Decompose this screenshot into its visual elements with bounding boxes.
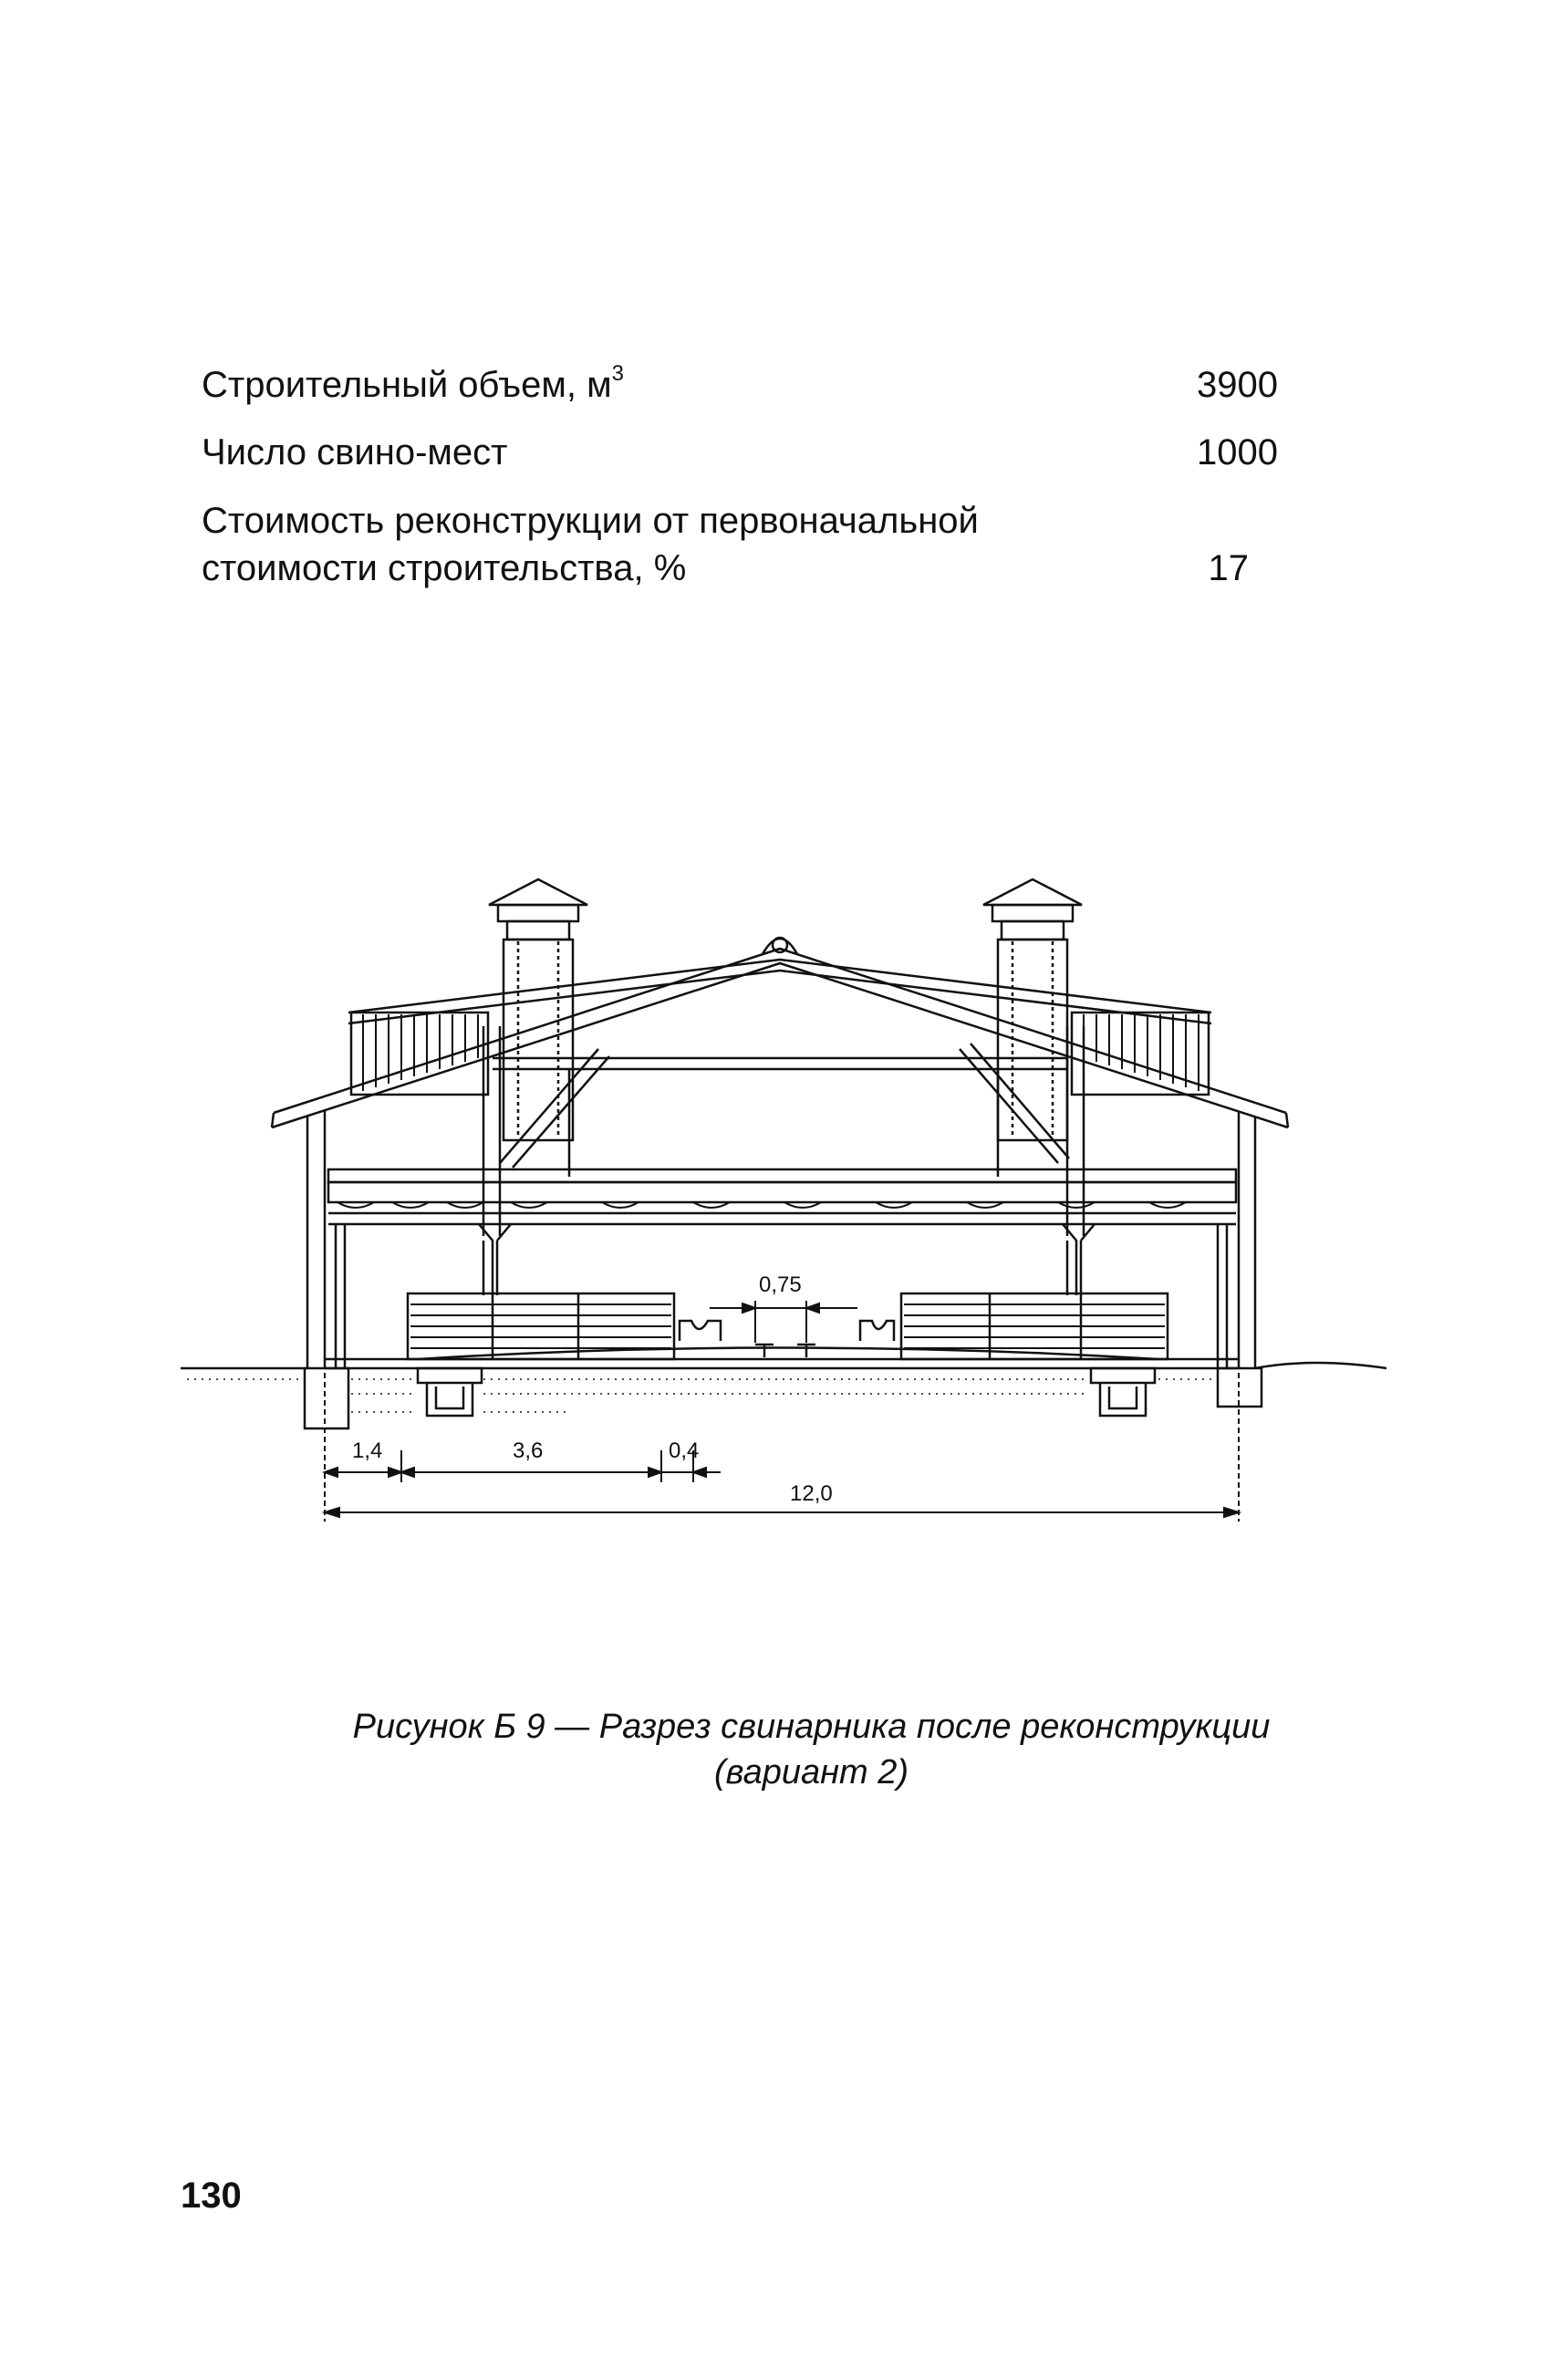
right-louvers: [1072, 1013, 1209, 1095]
spec-value: 3900: [1197, 365, 1278, 405]
left-louvers: [351, 1013, 488, 1095]
dim-label-2: 3,6: [513, 1438, 544, 1463]
aisle-feeders: [755, 1345, 815, 1357]
walls: [307, 1111, 1255, 1368]
dim-label-total: 12,0: [790, 1481, 833, 1506]
dim-label-1: 1,4: [352, 1438, 383, 1463]
superscript: 3: [611, 361, 624, 386]
figure-caption: [27, 1704, 1568, 1795]
spec-value: 17: [1208, 548, 1249, 588]
spec-label: Строительный объем, $м^3$: [202, 361, 624, 405]
spec-value: 1000: [1197, 432, 1278, 473]
left-chimney: [489, 879, 587, 1140]
caption-line-2: (вариант 2): [713, 1753, 909, 1792]
floor: [418, 1348, 1158, 1360]
spec-label: Число свино-мест: [202, 432, 508, 473]
page-number: 130: [181, 2176, 242, 2216]
dimension-lines: [325, 1301, 1239, 1522]
soil-hatching: [187, 1379, 1213, 1412]
dim-label-3: 0,4: [669, 1438, 700, 1463]
spec-label: Стоимость реконструкции от первоначальной: [202, 501, 979, 541]
foundations: [305, 1368, 1262, 1428]
dim-label-aisle: 0,75: [759, 1272, 802, 1297]
spec-label: стоимости строительства, %: [202, 548, 687, 588]
manure-channels: [418, 1368, 1155, 1416]
caption-line-1: Рисунок Б 9 — Разрез свинарника после реконструкции: [352, 1708, 1271, 1746]
